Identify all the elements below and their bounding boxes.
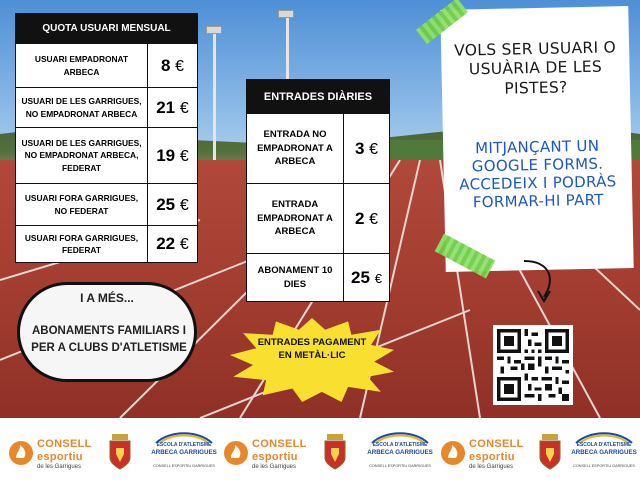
flame-logo-icon (440, 440, 466, 466)
monthly-row-price (148, 44, 198, 88)
club-line-3: CONSELL ESPORTIU GARRIGUES (573, 464, 635, 468)
price-value: 19 (156, 145, 176, 165)
monthly-row-price (148, 226, 198, 263)
daily-row-label: ENTRADA NO EMPADRONAT A ARBECA (247, 114, 344, 184)
monthly-row-price (148, 128, 198, 184)
bubble-title: I A MÉS... (80, 291, 134, 305)
daily-row-price (344, 114, 390, 184)
monthly-row-label: USUARI DE LES GARRIGUES, NO EMPADRONAT ARBECA (16, 88, 148, 128)
monthly-table-title: QUOTA USUARI MENSUAL (16, 14, 198, 44)
price-value: 21 (156, 97, 176, 117)
escola-atletisme-logo (570, 430, 638, 476)
daily-row-price (344, 184, 390, 254)
monthly-fee-table (15, 13, 198, 262)
club-line-1: ESCOLA D'ATLETISME (372, 442, 428, 448)
daily-row-price (344, 254, 390, 302)
esportiu-word: esportiu (37, 451, 83, 463)
floodlight (206, 26, 222, 34)
club-line-3: CONSELL ESPORTIU GARRIGUES (369, 464, 431, 468)
cash-payment-text: ENTRADES PAGAMENT EN METÀL·LIC (257, 337, 367, 361)
club-line-1: ESCOLA D'ATLETISME (576, 442, 632, 448)
consell-word: CONSELL (252, 438, 307, 450)
qr-code-pattern (497, 329, 569, 401)
esportiu-word: esportiu (252, 451, 298, 463)
currency-symbol: € (179, 236, 189, 253)
daily-table-title: ENTRADES DIÀRIES (247, 80, 390, 114)
currency-symbol: € (369, 210, 379, 228)
price-value: 2 (354, 208, 365, 228)
currency-symbol: € (179, 147, 189, 165)
bubble-text: ABONAMENTS FAMILIARS I PER A CLUBS D'ATLETISME (31, 325, 187, 354)
floodlight (278, 10, 294, 18)
garrigues-word: de les Garrigues (469, 464, 514, 470)
consell-esportiu-logo (8, 434, 92, 474)
price-value: 25 (156, 194, 176, 214)
price-value: 8 (160, 55, 171, 75)
daily-entry-table (246, 79, 390, 301)
currency-symbol: € (179, 99, 189, 117)
currency-symbol: € (175, 57, 185, 75)
extra-info-bubble (17, 282, 197, 382)
monthly-row-label: USUARI DE LES GARRIGUES, NO EMPADRONAT ARBECA, FEDERAT (16, 128, 148, 184)
monthly-row-price (148, 88, 198, 128)
escola-atletisme-logo (150, 430, 218, 476)
esportiu-word: esportiu (469, 451, 515, 463)
shield-crest-icon (538, 434, 562, 470)
consell-word: CONSELL (37, 438, 92, 450)
monthly-row-price (148, 184, 198, 226)
daily-row-label: ABONAMENT 10 DIES (247, 254, 344, 302)
club-line-2: ARBECA GARRIGUES (151, 449, 217, 456)
consell-esportiu-logo (223, 434, 307, 474)
currency-symbol: € (374, 270, 382, 286)
monthly-row-label: USUARI FORA GARRIGUES, NO FEDERAT (16, 184, 148, 226)
garrigues-word: de les Garrigues (37, 464, 82, 470)
shield-crest-icon (108, 434, 132, 470)
flame-logo-icon (223, 440, 249, 466)
consell-esportiu-logo (440, 434, 524, 474)
daily-row-label: ENTRADA EMPADRONAT A ARBECA (247, 184, 344, 254)
monthly-row-label: USUARI EMPADRONAT ARBECA (16, 44, 148, 88)
club-line-2: ARBECA GARRIGUES (367, 449, 433, 456)
sponsor-footer (0, 418, 640, 494)
curved-arrow-icon (520, 255, 560, 315)
flame-logo-icon (8, 440, 34, 466)
escola-atletisme-logo (366, 430, 434, 476)
signup-instructions: MITJANÇANT UN GOOGLE FORMS. ACCEDEIX I PODRÀS FORMAR-HI PART (459, 136, 617, 212)
club-line-2: ARBECA GARRIGUES (571, 449, 637, 456)
price-value: 22 (156, 234, 176, 253)
price-value: 25 (351, 267, 370, 287)
club-line-3: CONSELL ESPORTIU GARRIGUES (153, 464, 215, 468)
shield-crest-icon (323, 434, 347, 470)
qr-code-icon[interactable] (493, 325, 573, 405)
light-mast (213, 30, 216, 160)
garrigues-word: de les Garrigues (252, 464, 297, 470)
monthly-row-label: USUARI FORA GARRIGUES, FEDERAT (16, 226, 148, 263)
consell-word: CONSELL (469, 438, 524, 450)
currency-symbol: € (369, 140, 379, 158)
currency-symbol: € (179, 196, 189, 214)
signup-note (440, 6, 633, 272)
price-value: 3 (354, 138, 365, 158)
signup-question: VOLS SER USUARI O USUÀRIA DE LES PISTES? (453, 38, 617, 98)
club-line-1: ESCOLA D'ATLETISME (156, 442, 212, 448)
